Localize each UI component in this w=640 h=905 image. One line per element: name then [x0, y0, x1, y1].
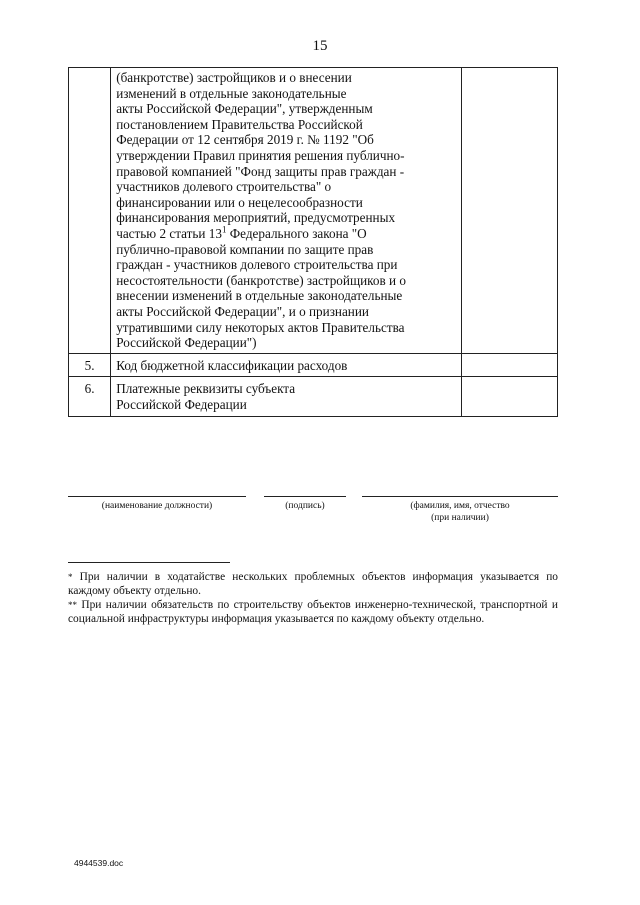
page-number: 15 — [312, 38, 328, 54]
document-table — [68, 67, 558, 417]
row-value-cell — [462, 353, 558, 377]
footnote-mark: ** — [68, 600, 77, 610]
name-label-line: (фамилия, имя, отчество — [410, 501, 510, 511]
row-description-cell — [111, 353, 462, 377]
text-line: внесении изменений в отдельные законодательные — [116, 288, 403, 304]
name-label-line: (при наличии) — [431, 513, 489, 523]
text-line: Российской Федерации") — [116, 335, 257, 351]
text-line: постановлением Правительства Российской — [116, 116, 363, 132]
footnote — [68, 598, 558, 626]
text-line: Федерации от 12 сентября 2019 г. № 1192 "Об — [116, 132, 374, 148]
text-fragment: Федерального закона "О — [226, 225, 367, 241]
row-number-cell — [69, 377, 111, 417]
row-description-cell — [111, 68, 462, 354]
footnote-mark: * — [68, 572, 73, 582]
text-line: (банкротстве) застройщиков и о внесении — [116, 70, 352, 85]
text-line: публично-правовой компании по защите прав — [116, 241, 374, 257]
table-row — [69, 377, 558, 417]
row-description-cell — [111, 377, 462, 417]
text-line: несостоятельности (банкротстве) застройщиков и о — [116, 272, 406, 288]
row-value-cell — [462, 377, 558, 417]
text-line — [116, 226, 457, 242]
text-line: граждан - участников долевого строительства при — [116, 257, 398, 273]
name-line — [362, 496, 558, 497]
signature-label: (подпись) — [285, 501, 325, 511]
text-line: финансировании или о нецелесообразности — [116, 194, 363, 210]
position-label: (наименование должности) — [101, 501, 213, 511]
row-number-cell — [69, 353, 111, 377]
text-line: утратившими силу некоторых актов Правительства — [116, 319, 405, 335]
text-line: акты Российской Федерации", и о признании — [116, 303, 369, 319]
document-id: 4944539.doc — [74, 858, 124, 868]
row-label-line: Российской Федерации — [116, 396, 247, 412]
footnote — [68, 570, 558, 598]
signature-block — [68, 496, 558, 536]
text-line: правовой компанией "Фонд защиты прав граждан - — [116, 163, 405, 179]
text-line: акты Российской Федерации", утвержденным — [116, 101, 373, 117]
text-line: утверждении Правил принятия решения публично- — [116, 147, 405, 163]
row-number: 6. — [84, 381, 95, 397]
text-fragment: частью 2 статьи 13 — [116, 225, 222, 241]
row-number: 5. — [84, 357, 95, 373]
text-line: финансирования мероприятий, предусмотренных — [116, 210, 396, 226]
footnote-divider — [68, 562, 230, 563]
superscript: 1 — [221, 224, 227, 235]
footnote-text: При наличии в ходатайстве нескольких проблемных объектов информация указывается по каждому объекту отдельно. — [68, 571, 558, 597]
row-label-line: Платежные реквизиты субъекта — [116, 381, 296, 397]
signature-line — [264, 496, 346, 497]
table-row-continued — [69, 68, 558, 354]
footnotes — [68, 570, 558, 626]
text-line: изменений в отдельные законодательные — [116, 85, 347, 101]
row-label: Код бюджетной классификации расходов — [116, 357, 348, 373]
table-row — [69, 353, 558, 377]
text-line: участников долевого строительства" о — [116, 179, 332, 195]
footnote-text: При наличии обязательств по строительству объектов инженерно-технической, транспортной и социальной инфраструктуры информация указывается по каждому объекту отдельно. — [68, 599, 558, 625]
row-number-cell — [69, 68, 111, 354]
row-value-cell — [462, 68, 558, 354]
name-label — [362, 500, 558, 524]
position-line — [68, 496, 246, 497]
